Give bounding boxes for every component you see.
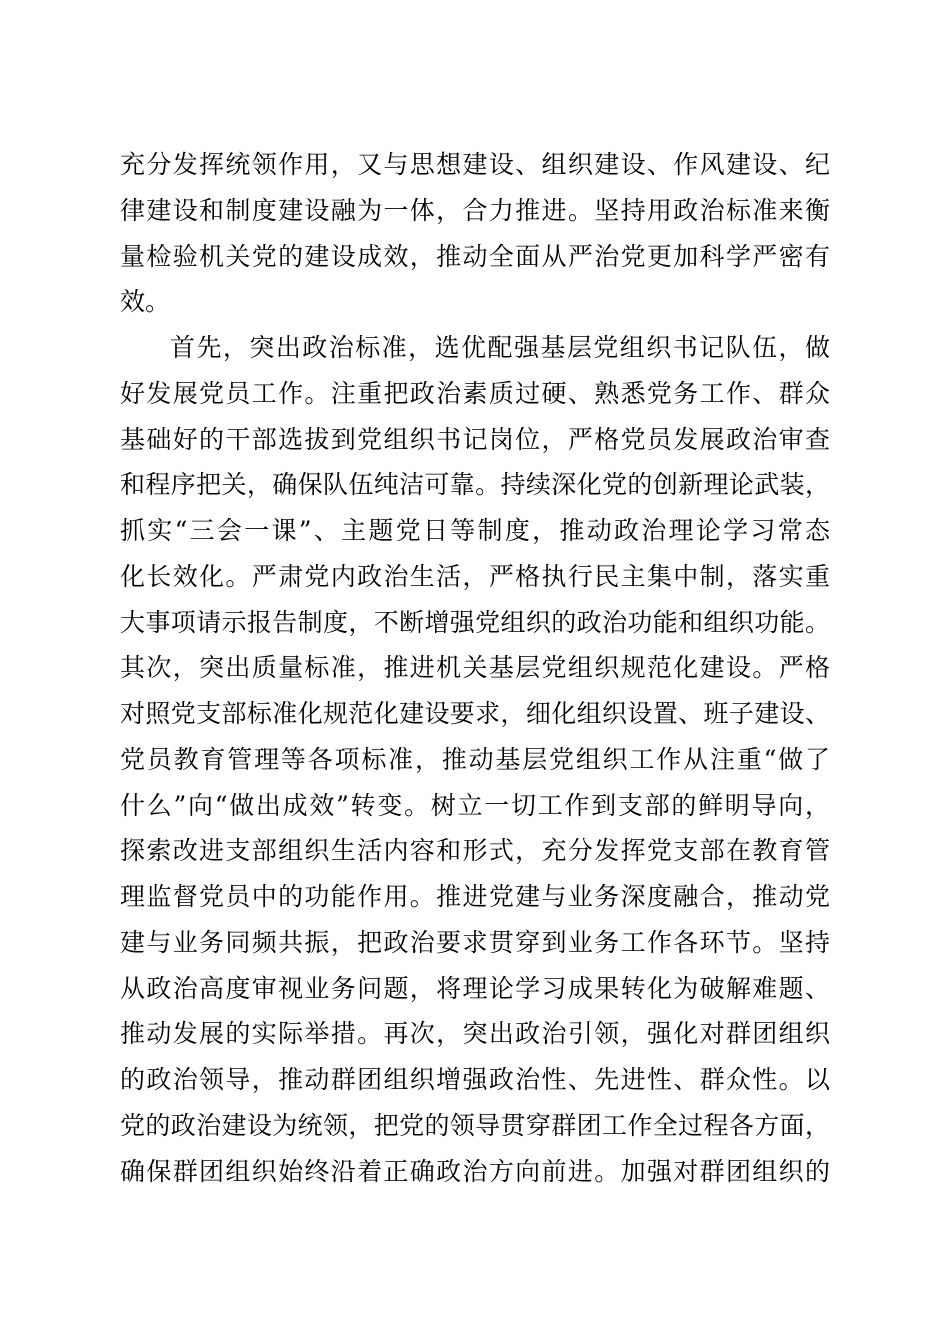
text-line: 基础好的干部选拔到党组织书记岗位，严格党员发展政治审查	[120, 424, 830, 454]
text-line: 什么”向“做出成效”转变。树立一切工作到支部的鲜明导向，	[120, 790, 830, 820]
text-line: 好发展党员工作。注重把政治素质过硬、熟悉党务工作、群众	[120, 378, 830, 408]
text-line: 其次，突出质量标准，推进机关基层党组织规范化建设。严格	[120, 653, 830, 683]
text-line: 抓实“三会一课”、主题党日等制度，推动政治理论学习常态	[120, 516, 830, 545]
text-line: 建与业务同频共振，把政治要求贯穿到业务工作各环节。坚持	[120, 927, 830, 957]
text-line: 党员教育管理等各项标准，推动基层党组织工作从注重“做了	[120, 744, 830, 774]
text-line: 从政治高度审视业务问题，将理论学习成果转化为破解难题、	[120, 973, 830, 1003]
text-line: 效。	[120, 287, 171, 317]
text-line: 量检验机关党的建设成效，推动全面从严治党更加科学严密有	[120, 241, 830, 271]
body-text	[120, 142, 830, 1194]
text-line: 化长效化。严肃党内政治生活，严格执行民主集中制，落实重	[120, 561, 830, 591]
text-line: 充分发挥统领作用，又与思想建设、组织建设、作风建设、纪	[120, 150, 830, 179]
text-line: 探索改进支部组织生活内容和形式，充分发挥党支部在教育管	[120, 836, 830, 866]
text-line: 和程序把关，确保队伍纯洁可靠。持续深化党的创新理论武装，	[120, 470, 830, 500]
text-line: 对照党支部标准化规范化建设要求，细化组织设置、班子建设、	[120, 699, 830, 728]
text-line: 理监督党员中的功能作用。推进党建与业务深度融合，推动党	[120, 882, 830, 911]
text-line: 确保群团组织始终沿着正确政治方向前进。加强对群团组织的	[120, 1156, 830, 1186]
text-line: 党的政治建设为统领，把党的领导贯穿群团工作全过程各方面，	[120, 1110, 830, 1140]
text-line: 推动发展的实际举措。再次，突出政治引领，强化对群团组织	[120, 1019, 830, 1049]
text-line: 大事项请示报告制度，不断增强党组织的政治功能和组织功能。	[120, 607, 830, 637]
text-line: 的政治领导，推动群团组织增强政治性、先进性、群众性。以	[120, 1065, 830, 1094]
text-line: 律建设和制度建设融为一体，合力推进。坚持用政治标准来衡	[120, 195, 830, 225]
text-line: 首先，突出政治标准，选优配强基层党组织书记队伍，做	[170, 333, 830, 362]
